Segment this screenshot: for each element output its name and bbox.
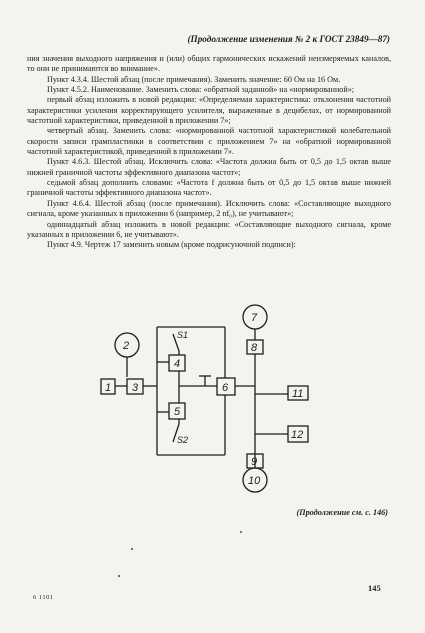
label-12: 12 <box>291 429 304 441</box>
label-6: 6 <box>222 382 229 394</box>
label-s1: S1 <box>177 330 189 340</box>
paragraph: одиннадцатый абзац изложить в новой редакции: «Составляющие выходного сигнала, кроме указанных в приложении 6, не учитывают». <box>27 219 391 239</box>
label-2: 2 <box>123 340 130 352</box>
label-10: 10 <box>248 475 261 487</box>
scan-speck <box>118 575 120 577</box>
scan-speck <box>240 531 242 533</box>
label-9: 9 <box>251 456 258 468</box>
print-signature: 6 1101 <box>33 594 54 601</box>
paragraph: Пункт 4.6.4. Шестой абзац (после примечания). Исключить слова: «Составляющие выходного сигнала, кроме указанных в приложении 6 (например, 2 nf₀), не учитывают»; <box>27 198 391 219</box>
label-8: 8 <box>251 342 258 354</box>
paragraph: ния значения выходного напряжения и (или) общих гармонических искажений неизмеряемых каналов, то они не принимаются во внимание». <box>27 54 391 74</box>
label-11: 11 <box>292 388 304 400</box>
page-header: (Продолжение изменения № 2 к ГОСТ 23849—87) <box>187 34 390 44</box>
body-text <box>27 54 391 251</box>
circuit-diagram-svg <box>95 302 335 502</box>
scan-speck <box>131 548 133 550</box>
label-3: 3 <box>132 382 139 394</box>
label-4: 4 <box>174 358 181 370</box>
label-s2: S2 <box>177 435 189 445</box>
circuit-diagram <box>95 302 335 502</box>
paragraph: Пункт 4.5.2. Наименование. Заменить слова: «обратной заданной» на «нормированной»; <box>47 85 355 95</box>
paragraph: первый абзац изложить в новой редакции: «Определяемая характеристика: отклонения частотной характеристики усиления корректирующего усилителя, выраженные в децибелах, от нормированной частотной характеристики, приведенной в приложении 7»; <box>27 95 391 126</box>
paragraph: четвертый абзац. Заменить слова: «нормированной частотной характеристикой колебательной скорости записи грампластинки в соответствии с приложением 7» на «обратной нормированной частотной характеристикой, приведенной в приложении 7». <box>27 126 391 157</box>
continuation-note: (Продолжение см. с. 146) <box>296 508 388 517</box>
paragraph: Пункт 4.6.3. Шестой абзац. Исключить слова: «Частота должна быть от 0,5 до 1,5 октав выше нижней граничной частоты эффективного диапазона частот»; <box>27 157 391 177</box>
paragraph: Пункт 4.9. Чертеж 17 заменить новым (кроме подрисуночной подписи): <box>47 240 296 250</box>
label-1: 1 <box>105 382 112 394</box>
paragraph: седьмой абзац дополнить словами: «Частота f должна быть от 0,5 до 1,5 октав выше нижней граничной частоты эффективного диапазона частот». <box>27 178 391 198</box>
page-number: 145 <box>368 583 381 593</box>
label-5: 5 <box>174 406 181 418</box>
label-7: 7 <box>251 312 258 324</box>
paragraph: Пункт 4.3.4. Шестой абзац (после примечания). Заменить значение: 60 Ом на 16 Ом. <box>47 74 341 84</box>
